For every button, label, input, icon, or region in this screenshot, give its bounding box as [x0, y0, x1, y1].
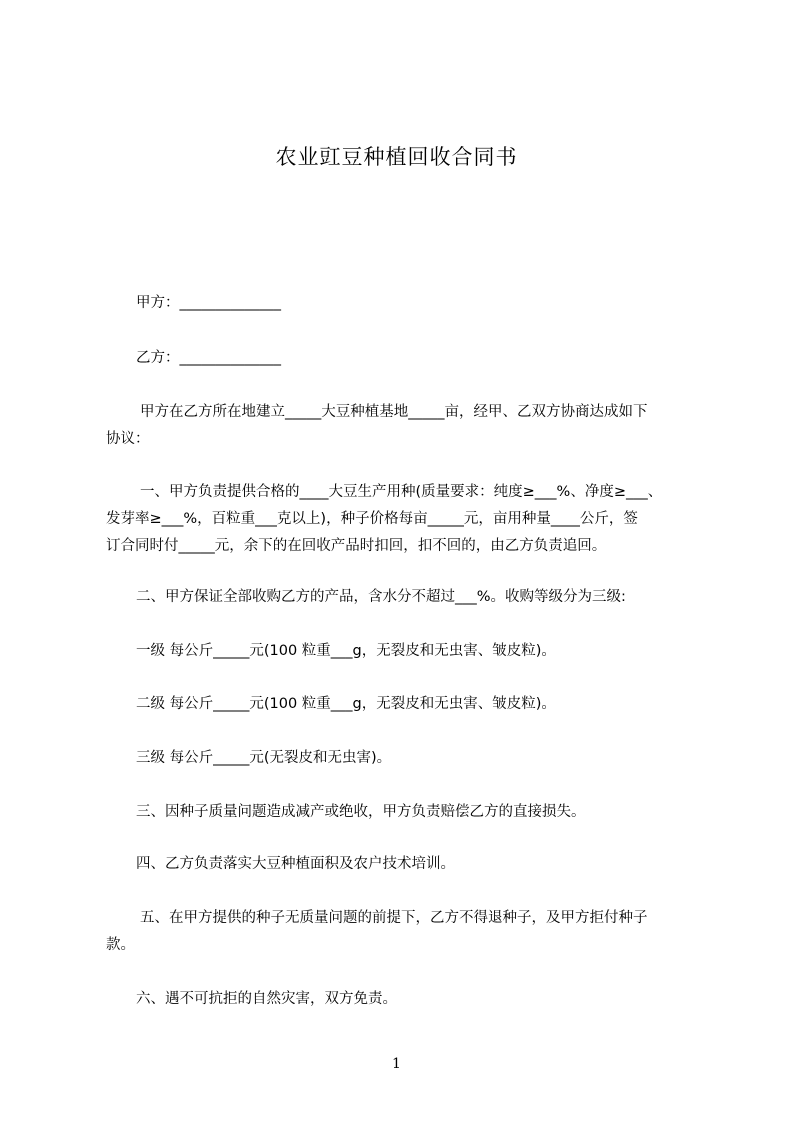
clause-3: 三、因种子质量问题造成减产或绝收，甲方负责赔偿乙方的直接损失。: [136, 804, 586, 820]
intro-paragraph-line-2: 协议：: [106, 431, 150, 447]
clause-5-line-2: 款。: [106, 937, 135, 953]
document-title: 农业豇豆种植回收合同书: [275, 145, 518, 169]
clause-4: 四、乙方负责落实大豆种植面积及农户技术培训。: [136, 856, 455, 872]
clause-6: 六、遇不可抗拒的自然灾害，双方免责。: [136, 991, 397, 1007]
page-number: 1: [392, 1056, 401, 1072]
intro-paragraph-line-1: 甲方在乙方所在地建立_____大豆种植基地_____亩，经甲、乙双方协商达成如下: [140, 404, 648, 420]
grade-2: 二级 每公斤_____元(100 粒重___g，无裂皮和无虫害、皱皮粒)。: [136, 696, 556, 712]
clause-5-line-1: 五、在甲方提供的种子无质量问题的前提下，乙方不得退种子，及甲方拒付种子: [140, 910, 648, 926]
party-a-line: 甲方：______________: [136, 295, 281, 311]
clause-1-line-2: 发芽率≥___%，百粒重___克以上)，种子价格每亩_____元，亩用种量____公斤，签: [106, 511, 638, 527]
clause-2: 二、甲方保证全部收购乙方的产品，含水分不超过___%。收购等级分为三级:: [136, 589, 626, 605]
grade-3: 三级 每公斤_____元(无裂皮和无虫害)。: [136, 750, 392, 766]
party-b-line: 乙方：______________: [136, 350, 281, 366]
clause-1-line-1: 一、甲方负责提供合格的____大豆生产用种(质量要求：纯度≥___%、净度≥___、: [140, 484, 663, 500]
clause-1-line-3: 订合同时付_____元，余下的在回收产品时扣回，扣不回的，由乙方负责追回。: [106, 538, 607, 554]
grade-1: 一级 每公斤_____元(100 粒重___g，无裂皮和无虫害、皱皮粒)。: [136, 643, 556, 659]
